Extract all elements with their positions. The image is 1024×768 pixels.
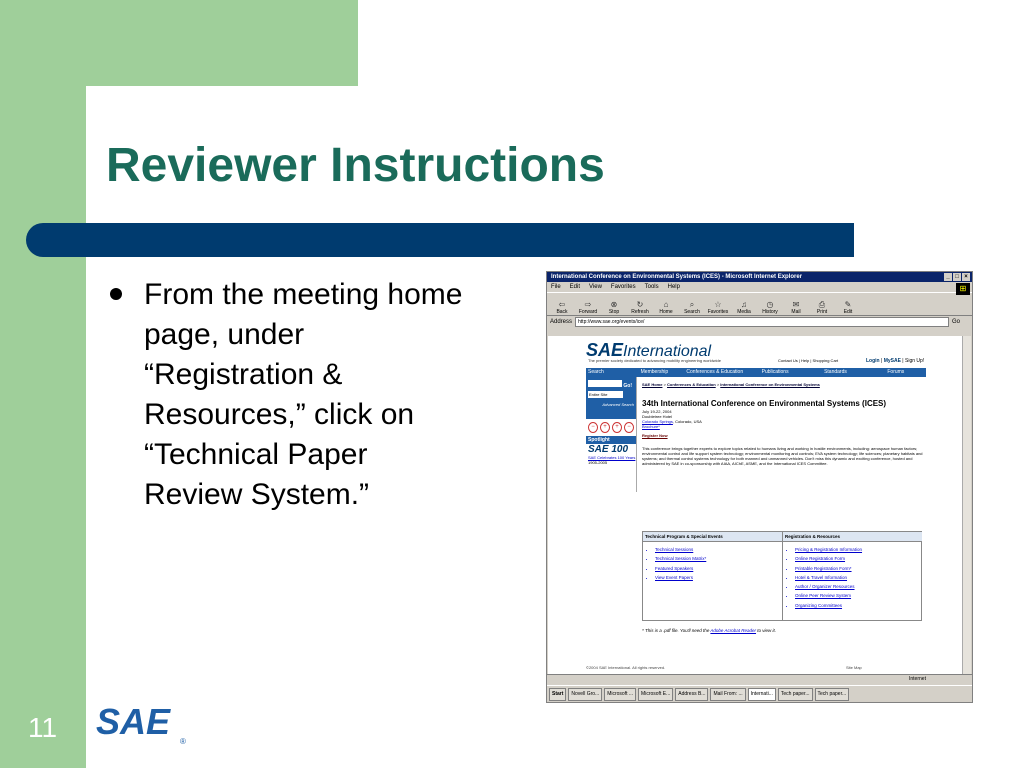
menu-bar [547,282,972,292]
conference-location: Colorado Springs, Colorado, USA [642,419,702,424]
site-search [586,377,636,419]
breadcrumb: SAE Home > Conferences & Education > International Conference on Environmental Systems [642,382,820,387]
stop-icon: ⊗ [610,300,618,309]
taskbar-item-active[interactable]: Internati... [748,688,776,701]
acrobat-reader-link[interactable]: Adobe Acrobat Reader [710,628,757,633]
login-links: Login | MySAE | Sign Up! [866,358,925,364]
print-icon: ⎙ [818,300,826,309]
slide-title: Reviewer Instructions [106,139,605,192]
taskbar-item[interactable]: Novell Gro... [568,688,602,701]
register-now-link[interactable]: Register Now [642,433,668,438]
refresh-icon: ↻ [636,300,644,309]
sae-international-logo[interactable]: SAEInternational [586,340,712,360]
sidebar [586,377,637,492]
hotel-travel-link[interactable]: • Hotel & Travel Information [795,573,922,582]
browser-toolbar [547,292,972,316]
back-icon: ⇦ [558,300,566,309]
sae-years: 1905-2005 [588,460,608,465]
conference-description: This conference brings together experts to explore topics related to humans living and working in hostile environments, including: aerospace human factors; environmental control and life support system technology; environmental monitoring and controls; EVA system technology; life sciences; planetary habitats and systems; and thermal control systems technology for both manned and unmanned vehicles. Don't miss this dynamic and exciting conference, hosted and administered by SAE in co-sponsorship with AIAA, AIChE, ASME, and the International ICES Committee. [642,446,923,466]
signup-link[interactable]: Sign Up! [905,358,925,364]
edit-icon: ✎ [844,300,852,309]
top-links[interactable]: Contact Us | Help | Shopping Cart [778,358,839,363]
registration-resources-column [782,532,922,620]
city-link[interactable]: Colorado Springs [642,419,673,424]
sitemap-link[interactable]: Site Map [846,665,862,670]
start-button[interactable]: Start [549,688,566,701]
plus-icon[interactable]: + [600,422,610,433]
back-button[interactable]: ⇦ Back [556,300,568,315]
technical-sessions-link[interactable]: • Technical Sessions [655,545,782,554]
taskbar-item[interactable]: Address B... [675,688,708,701]
sae-logo-text: SAE [96,701,171,742]
pricing-registration-link[interactable]: • Pricing & Registration Information [795,545,922,554]
svg-text:®: ® [180,737,186,746]
search-input[interactable] [588,380,622,387]
sae-logo [94,700,190,746]
windows-taskbar [547,685,973,703]
edit-button[interactable]: ✎ Edit [843,300,853,315]
media-button[interactable]: ♫ Media [737,300,751,315]
stop-button[interactable]: ⊗ Stop [608,300,620,315]
address-input[interactable]: http://www.sae.org/events/ice/ [575,317,949,327]
organizing-committees-link[interactable]: • Organizing Committees [795,601,922,610]
favorites-icon: ☆ [714,300,722,309]
taskbar-item[interactable]: Mail From: ... [710,688,745,701]
peer-review-system-link[interactable]: • Online Peer Review System [795,591,922,600]
status-bar [547,674,972,684]
nav-conferences[interactable]: Conferences & Education [686,369,744,375]
advanced-search-link[interactable]: Advanced Search [602,402,634,407]
nav-standards[interactable]: Standards [824,369,847,375]
author-organizer-link[interactable]: • Author / Organizer Resources [795,582,922,591]
status-zone: Internet [909,676,926,682]
media-icon: ♫ [741,300,747,309]
menu-help[interactable]: Help [667,284,680,290]
pdf-footnote: * This is a .pdf file. You'll need the Adobe Acrobat Reader to view it. [642,628,777,633]
resources-table [642,531,922,621]
sae100-logo[interactable]: SAE 100 [588,444,629,455]
login-link[interactable]: Login [866,358,880,364]
nav-membership[interactable]: Membership [640,369,669,375]
windows-logo-icon: ⊞ [956,283,970,295]
nav-forums[interactable]: Forums [887,369,905,375]
plus-icon[interactable]: + [612,422,622,433]
maximize-icon[interactable]: □ [953,273,961,281]
taskbar-item[interactable]: Tech paper... [778,688,813,701]
home-button[interactable]: ⌂ Home [659,300,673,315]
bullet-line: Resources,” click on [144,398,415,431]
conference-hotel: Doubletree Hotel [642,414,673,419]
nav-search[interactable]: Search [588,369,604,375]
technical-program-column [643,532,782,620]
bullet-icon [110,288,122,300]
browser-window [546,271,973,703]
technical-program-heading: Technical Program & Special Events [643,532,782,542]
sae-celebrates-link[interactable]: SAE Celebrates 100 Years [588,455,636,460]
printable-registration-link[interactable]: • Printable Registration Form* [795,564,922,573]
breadcrumb-sae-home[interactable]: SAE Home [642,382,663,387]
language-icons [586,419,636,436]
minus-icon[interactable]: − [588,422,598,433]
history-icon: ◷ [766,300,774,309]
brochure-link[interactable]: Brochure* [642,424,660,429]
search-button[interactable]: ⌕ Search [684,300,700,315]
conference-date: July 19-22, 2004 [642,409,672,414]
bullet-text [144,275,524,515]
go-button[interactable]: Go [952,318,961,325]
search-icon: ⌕ [689,300,695,309]
refresh-button[interactable]: ↻ Refresh [631,300,649,315]
bullet-line: “Registration & [144,358,343,391]
history-button[interactable]: ◷ History [762,300,778,315]
address-label: Address [550,318,573,325]
close-icon[interactable]: × [962,273,970,281]
menu-view[interactable]: View [589,284,602,290]
menu-tools[interactable]: Tools [644,284,659,290]
page-number: 11 [28,712,58,743]
taskbar-item[interactable]: Microsoft ... [604,688,636,701]
search-go-button[interactable]: Go! [623,383,632,389]
mail-icon: ✉ [792,300,800,309]
breadcrumb-conferences[interactable]: Conferences & Education [667,382,716,387]
view-event-papers-link[interactable]: • View Event Papers [655,573,782,582]
bullet-line: From the meeting home [144,278,463,311]
menu-favorites[interactable]: Favorites [610,284,636,290]
print-button[interactable]: ⎙ Print [816,300,828,315]
minimize-icon[interactable]: _ [944,273,952,281]
mail-button[interactable]: ✉ Mail [791,300,801,315]
spotlight-heading: Spotlight [586,436,636,444]
main-content [642,382,932,466]
breadcrumb-ices[interactable]: International Conference on Environmental Systems [720,382,820,387]
address-bar [547,316,972,327]
minus-icon[interactable]: − [624,422,634,433]
vertical-scrollbar[interactable] [962,336,971,674]
registration-resources-heading: Registration & Resources [783,532,922,542]
mysae-link[interactable]: MySAE [883,358,901,364]
home-icon: ⌂ [663,300,669,309]
forward-button[interactable]: ⇨ Forward [578,300,598,315]
nav-publications[interactable]: Publications [761,369,789,375]
forward-icon: ⇨ [584,300,592,309]
search-scope-select[interactable]: Entire Site [588,391,623,398]
technical-session-matrix-link[interactable]: • Technical Session Matrix* [655,554,782,563]
page-viewport [548,336,962,674]
browser-title: International Conference on Environmental Systems (ICES) - Microsoft Internet Explorer [551,274,803,280]
online-registration-link[interactable]: • Online Registration Form [795,554,922,563]
taskbar-item[interactable]: Microsoft E... [638,688,673,701]
taskbar-item[interactable]: Tech paper... [815,688,850,701]
bullet-line: “Technical Paper [144,438,368,471]
browser-title-bar [547,272,972,282]
title-underline-bar [26,223,854,257]
slide-green-band-left [0,0,86,768]
tagline: The premier society dedicated to advancing mobility engineering worldwide [588,358,721,363]
menu-edit[interactable]: Edit [569,284,581,290]
bullet-line: Review System.” [144,478,370,511]
featured-speakers-link[interactable]: • Featured Speakers [655,564,782,573]
favorites-button[interactable]: ☆ Favorites [707,300,729,315]
site-nav [586,368,926,377]
bullet-line: page, under [144,318,305,351]
menu-file[interactable]: File [551,284,561,290]
conference-title: 34th International Conference on Environmental Systems (ICES) [642,399,887,408]
copyright: ©2004 SAE International. All rights reserved. [586,665,666,670]
